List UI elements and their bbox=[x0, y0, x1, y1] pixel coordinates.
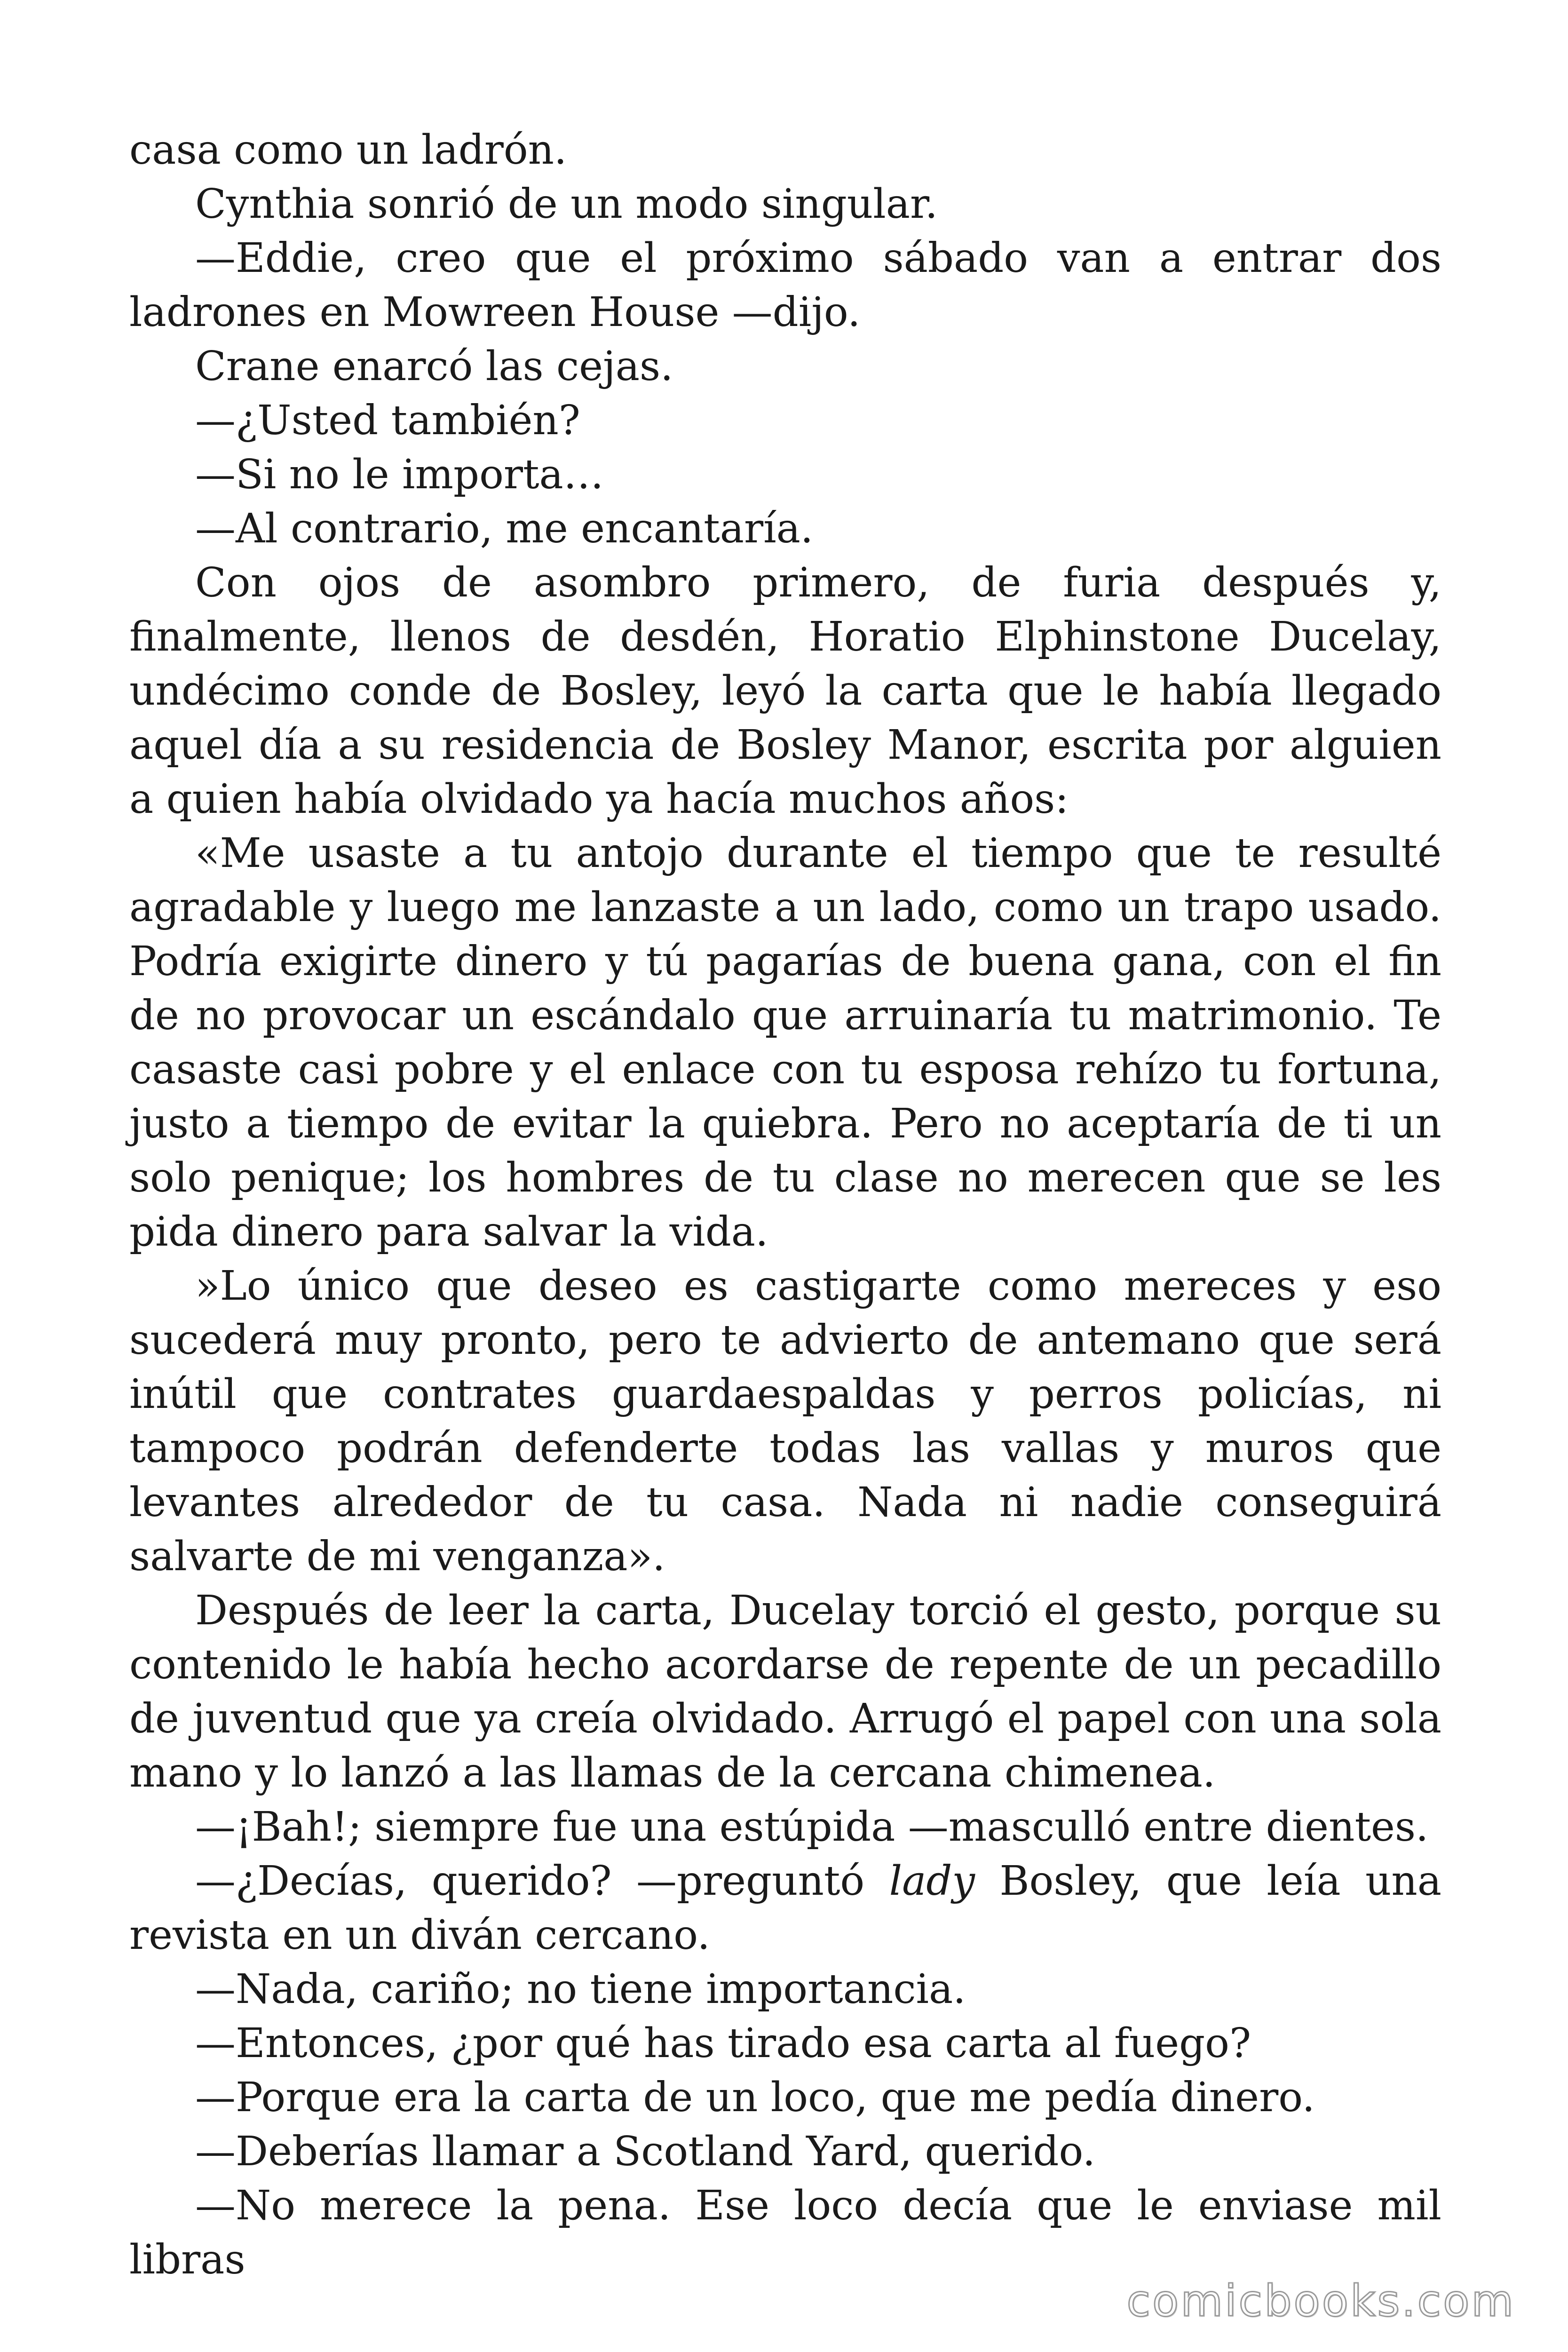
text-run: —Deberías llamar a Scotland Yard, querido. bbox=[195, 2128, 1096, 2175]
text-run: casa como un ladrón. bbox=[129, 127, 567, 174]
text-run: —Nada, cariño; no tiene importancia. bbox=[195, 1966, 966, 2013]
paragraph bbox=[129, 826, 1441, 1259]
text-run: —Entonces, ¿por qué has tirado esa carta al fuego? bbox=[195, 2020, 1251, 2067]
paragraph bbox=[129, 1259, 1441, 1584]
text-run: —¿Decías, querido? —preguntó bbox=[195, 1858, 889, 1905]
paragraph bbox=[129, 2179, 1441, 2287]
text-run: Después de leer la carta, Ducelay torció el gesto, porque su contenido le había hecho acordarse de repente de un pecadillo de juventud que ya creía olvidado. Arrugó el papel con una sola mano y lo lanzó a las llamas de la cercana chimenea. bbox=[129, 1587, 1441, 1796]
paragraph bbox=[129, 177, 1441, 231]
paragraph bbox=[129, 340, 1441, 394]
paragraph bbox=[129, 448, 1441, 502]
text-run: —Eddie, creo que el próximo sábado van a entrar dos ladrones en Mowreen House —dijo. bbox=[129, 235, 1441, 336]
paragraph bbox=[129, 1963, 1441, 2017]
paragraph bbox=[129, 2017, 1441, 2071]
text-run: —Si no le importa… bbox=[195, 451, 604, 498]
paragraph bbox=[129, 1854, 1441, 1963]
paragraph bbox=[129, 394, 1441, 448]
text-run: —Porque era la carta de un loco, que me pedía dinero. bbox=[195, 2074, 1315, 2121]
text-run: Bosley, que leía una revista en un diván cercano. bbox=[129, 1858, 1441, 1959]
paragraph bbox=[129, 556, 1441, 826]
page-body bbox=[129, 123, 1441, 2287]
text-run: —Al contrario, me encantaría. bbox=[195, 505, 814, 552]
paragraph bbox=[129, 231, 1441, 340]
italic-text: lady bbox=[889, 1858, 975, 1905]
text-run: —¡Bah!; siempre fue una estúpida —masculló entre dientes. bbox=[195, 1804, 1429, 1851]
text-run: Cynthia sonrió de un modo singular. bbox=[195, 181, 938, 228]
text-run: —¿Usted también? bbox=[195, 397, 580, 444]
text-run: «Me usaste a tu antojo durante el tiempo que te resulté agradable y luego me lanzaste a un lado, como un trapo usado. Podría exigirte dinero y tú pagarías de buena gana, con el fin de no provocar un escándalo que arruinaría tu matrimonio. Te casaste casi pobre y el enlace con tu esposa rehízo tu fortuna, justo a tiempo de evitar la quiebra. Pero no aceptaría de ti un solo penique; los hombres de tu clase no merecen que se les pida dinero para salvar la vida. bbox=[129, 830, 1441, 1255]
text-run: Crane enarcó las cejas. bbox=[195, 343, 673, 390]
text-run: »Lo único que deseo es castigarte como mereces y eso sucederá muy pronto, pero te advierto de antemano que será inútil que contrates guardaespaldas y perros policías, ni tampoco podrán defenderte todas las vallas y muros que levantes alrededor de tu casa. Nada ni nadie conseguirá salvarte de mi venganza». bbox=[129, 1263, 1441, 1580]
text-run: —No merece la pena. Ese loco decía que le enviase mil libras bbox=[129, 2182, 1441, 2283]
paragraph bbox=[129, 2125, 1441, 2179]
paragraph bbox=[129, 1800, 1441, 1854]
paragraph bbox=[129, 502, 1441, 556]
paragraph bbox=[129, 2071, 1441, 2125]
paragraph bbox=[129, 123, 1441, 177]
text-run: Con ojos de asombro primero, de furia después y, finalmente, llenos de desdén, Horatio Elphinstone Ducelay, undécimo conde de Bosley, leyó la carta que le había llegado aquel día a su residencia de Bosley Manor, escrita por alguien a quien había olvidado ya hacía muchos años: bbox=[129, 559, 1441, 823]
paragraph bbox=[129, 1584, 1441, 1800]
watermark: comicbooks.com bbox=[1126, 2276, 1515, 2326]
